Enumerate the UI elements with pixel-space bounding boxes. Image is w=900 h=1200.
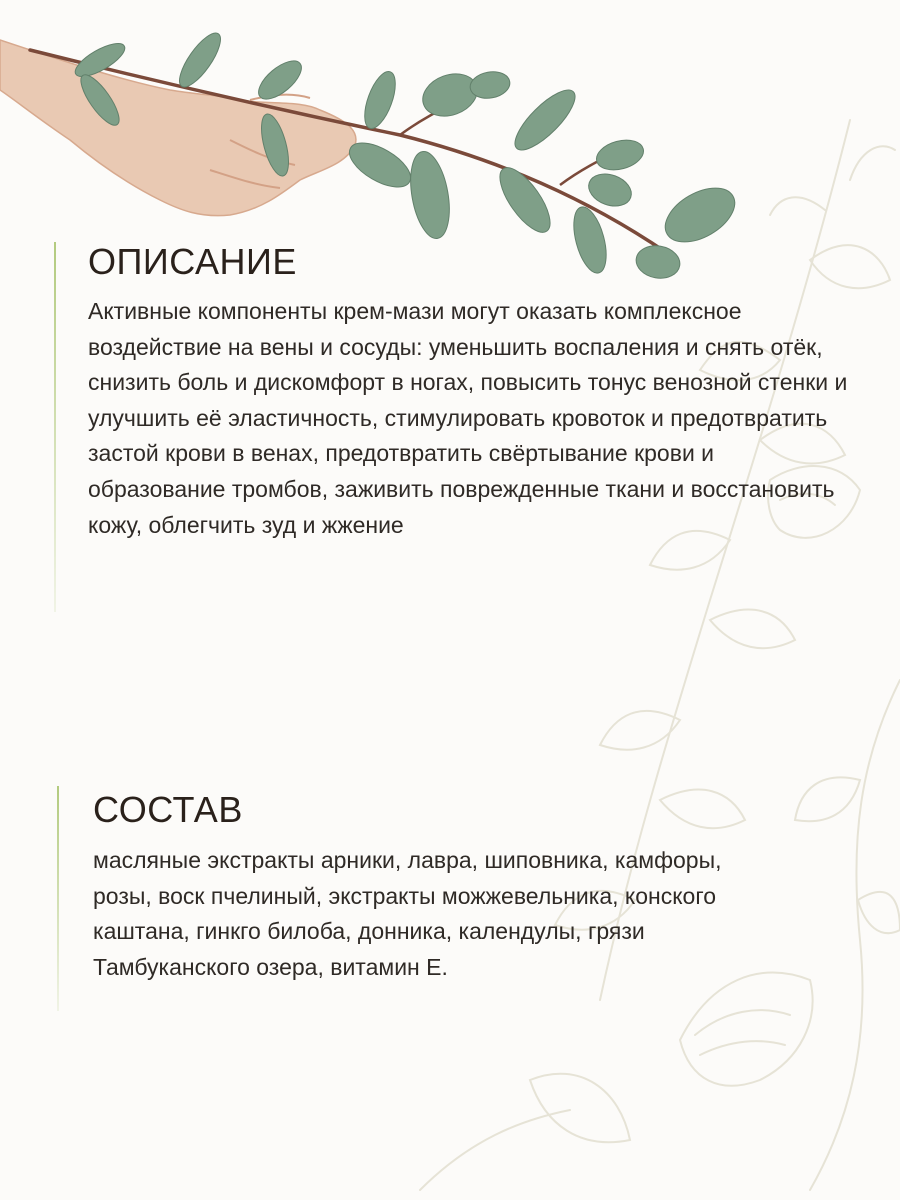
description-text: Активные компоненты крем-мази могут оказать комплексное воздействие на вены и сосуды: уменьшить воспаления и снять отёк, снизить боль и дискомфорт в ногах, повысить тонус венозной стенки и улучшить её эластичность, стимулировать кровоток и предотвратить застой крови в венах, предотвратить свёртывание крови и образование тромбов, заживить поврежденные ткани и восстановить кожу, облегчить зуд и жжение (88, 298, 848, 538)
accent-bar (54, 242, 56, 612)
accent-bar (57, 786, 59, 1011)
composition-title: СОСТАВ (93, 789, 243, 830)
description-section (54, 241, 848, 612)
composition-section (57, 786, 777, 1011)
description-title: ОПИСАНИЕ (88, 241, 297, 282)
composition-text: масляные экстракты арники, лавра, шиповника, камфоры, розы, воск пчелиный, экстракты можжевельника, конского каштана, гинкго билоба, донника, календулы, грязи Тамбуканского озера, витамин Е. (93, 847, 722, 980)
hand-image (0, 40, 356, 216)
